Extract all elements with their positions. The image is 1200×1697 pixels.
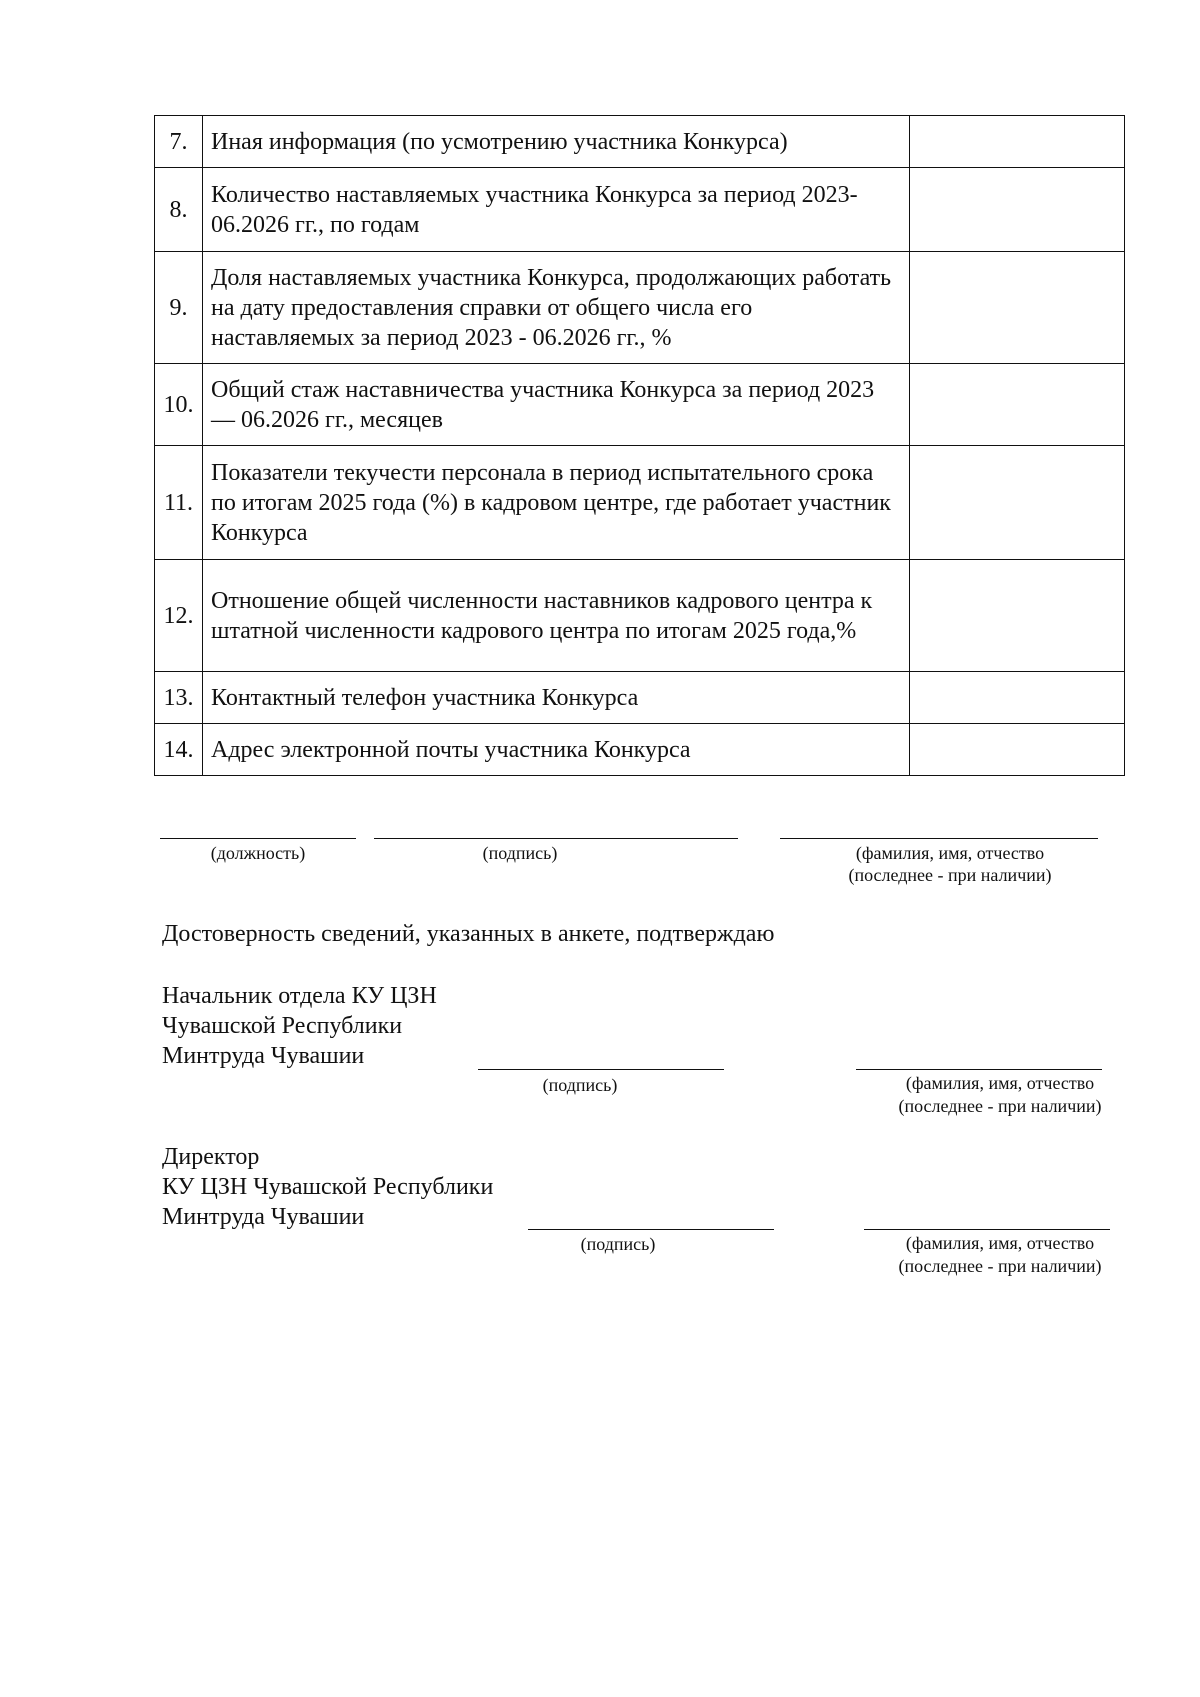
questionnaire-table <box>154 115 1125 776</box>
row-value-cell <box>910 168 1125 252</box>
table-row <box>155 116 1125 168</box>
director-title-line2: КУ ЦЗН Чувашской Республики <box>162 1174 494 1200</box>
row-text: Количество наставляемых участника Конкурса за период 2023-06.2026 гг., по годам <box>203 168 910 252</box>
table-row <box>155 724 1125 776</box>
row-text: Отношение общей численности наставников кадрового центра к штатной численности кадрового центра по итогам 2025 года,% <box>203 560 910 672</box>
row-text: Показатели текучести персонала в период испытательного срока по итогам 2025 года (%) в кадровом центре, где работает участник Конкурса <box>203 446 910 560</box>
row-number: 12. <box>155 560 203 672</box>
position-caption: (должность) <box>210 843 306 863</box>
full-name-line <box>780 838 1098 839</box>
table-row <box>155 672 1125 724</box>
head-full-name-line <box>856 1069 1102 1070</box>
table-row <box>155 252 1125 364</box>
row-value-cell <box>910 560 1125 672</box>
row-text: Адрес электронной почты участника Конкурса <box>203 724 910 776</box>
row-value-cell <box>910 446 1125 560</box>
row-number: 10. <box>155 364 203 446</box>
row-number: 7. <box>155 116 203 168</box>
signature-line <box>374 838 738 839</box>
row-text: Иная информация (по усмотрению участника Конкурса) <box>203 116 910 168</box>
row-number: 9. <box>155 252 203 364</box>
row-value-cell <box>910 252 1125 364</box>
table-row <box>155 560 1125 672</box>
director-signature-line <box>528 1229 774 1230</box>
head-full-name-caption: (фамилия, имя, отчество <box>905 1073 1095 1093</box>
full-name-caption-note: (последнее - при наличии) <box>848 865 1052 885</box>
head-signature-caption: (подпись) <box>542 1075 618 1095</box>
row-text: Доля наставляемых участника Конкурса, продолжающих работать на дату предоставления справки от общего числа его наставляемых за период 2023 - 06.2026 гг., % <box>203 252 910 364</box>
table-row <box>155 364 1125 446</box>
position-line <box>160 838 356 839</box>
head-full-name-caption-note: (последнее - при наличии) <box>898 1096 1102 1116</box>
director-signature-caption: (подпись) <box>580 1234 656 1254</box>
confirmation-statement: Достоверность сведений, указанных в анкете, подтверждаю <box>162 921 775 947</box>
row-number: 14. <box>155 724 203 776</box>
row-number: 13. <box>155 672 203 724</box>
head-title-line1: Начальник отдела КУ ЦЗН <box>162 983 437 1009</box>
full-name-caption: (фамилия, имя, отчество <box>855 843 1045 863</box>
table-row <box>155 446 1125 560</box>
director-full-name-line <box>864 1229 1110 1230</box>
director-full-name-caption-note: (последнее - при наличии) <box>898 1256 1102 1276</box>
head-signature-line <box>478 1069 724 1070</box>
director-full-name-caption: (фамилия, имя, отчество <box>905 1233 1095 1253</box>
head-title-line3: Минтруда Чувашии <box>162 1043 365 1069</box>
signature-caption: (подпись) <box>482 843 558 863</box>
row-value-cell <box>910 364 1125 446</box>
row-value-cell <box>910 672 1125 724</box>
director-title-line3: Минтруда Чувашии <box>162 1204 365 1230</box>
row-value-cell <box>910 116 1125 168</box>
row-number: 8. <box>155 168 203 252</box>
row-text: Контактный телефон участника Конкурса <box>203 672 910 724</box>
director-title-line1: Директор <box>162 1144 260 1170</box>
row-text: Общий стаж наставничества участника Конкурса за период 2023 — 06.2026 гг., месяцев <box>203 364 910 446</box>
table-row <box>155 168 1125 252</box>
head-title-line2: Чувашской Республики <box>162 1013 403 1039</box>
row-value-cell <box>910 724 1125 776</box>
row-number: 11. <box>155 446 203 560</box>
